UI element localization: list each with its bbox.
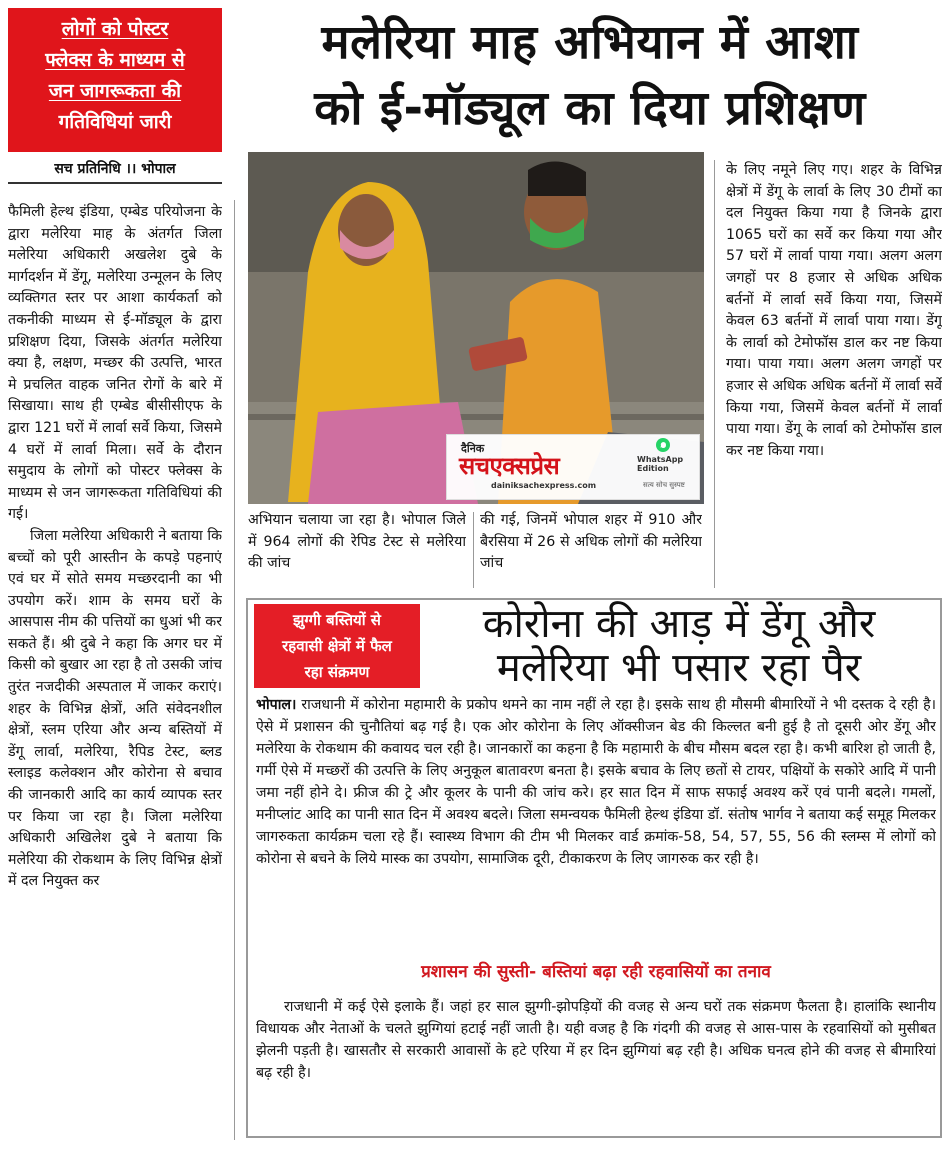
side-box-line-2: फ्लेक्स के माध्यम से <box>45 49 185 71</box>
story1-column-b: अभियान चलाया जा रहा है। भोपाल जिले में 964 लोगों की रेपिड टेस्ट से मलेरिया की जांच <box>248 512 466 572</box>
story2-dateline: भोपाल। <box>256 697 297 713</box>
story2-label <box>254 604 420 688</box>
story1-column-left <box>8 202 222 1148</box>
story2-subhead: प्रशासन की सुस्ती- बस्तियां बढ़ा रही रहवासियों का तनाव <box>421 962 771 982</box>
logo-url: dainiksachexpress.com <box>491 481 597 490</box>
whatsapp-icon <box>655 437 671 453</box>
story2-label-line-3: रहा संक्रमण <box>304 663 370 681</box>
story2-headline-line-1: कोरोना की आड़ में डेंगू और <box>482 601 876 647</box>
column-divider <box>473 512 474 588</box>
story2-body <box>256 694 936 954</box>
side-box-line-3: जन जागरूकता की <box>48 80 182 102</box>
story2-label-line-1: झुग्गी बस्तियों से <box>293 611 381 629</box>
story2-body-2: राजधानी में कई ऐसे इलाके हैं। जहां हर साल झुग्गी-झोपड़ियों की वजह से अन्य घरों तक संक्रमण फैलता है। हालांकि स्थानीय विधायक और नेताओं के चलते झुग्गियां हटाई नहीं जाती है। यही वजह है कि गंदगी की वजह से आस-पास के रहवासियों को मुसीबत झेलनी पड़ती है। खासतौर से सरकारी आवासों के हटे एरिया में हर दिन झुग्गियां बढ़ रही है। अधिक घनत्व होने की वजह से बीमारियां बढ़ रही है। <box>256 999 936 1081</box>
logo-name: सचएक्सप्रेस <box>459 452 560 480</box>
story2-headline-line-2: मलेरिया भी पसार रहा पैर <box>496 645 862 691</box>
headline-line-2: को ई-मॉड्यूल का दिया प्रशिक्षण <box>314 81 866 136</box>
story1-column-c: की गई, जिनमें भोपाल शहर में 910 और बैरसिया में 26 से अधिक लोगों की मलेरिया जांच <box>480 512 702 572</box>
main-headline <box>240 10 940 158</box>
column-divider <box>234 200 235 1140</box>
logo-edition: WhatsApp Edition <box>637 455 684 473</box>
side-box-line-1: लोगों को पोस्टर <box>61 18 169 40</box>
story1-paragraph-1: फैमिली हेल्थ इंडिया, एम्बेड परियोजना के द्वारा मलेरिया माह के अंतर्गत जिला मलेरिया अधिकारी अखलेश दुबे के मार्गदर्शन में डेंगू, मलेरिया उन्मूलन के लिए व्यक्तिगत स्तर पर आशा कार्यकर्ता को तकनीकी माध्यम से ई-मॉड्यूल के द्वारा प्रशिक्षण दिया, जिसके अंतर्गत मलेरिया क्या है, लक्षण, मच्छर की उत्पत्ति, भारत मे प्रचलित वाहक जनित रोगों के बारे में सिखाया। साथ ही एम्बेड बीसीसीएफ के द्वारा 121 घरों में लार्वा सर्वे किया, जिसमे 4 घरों में लार्वा मिला। सर्वे के दौरान समुदाय के लोगों को पोस्टर फ्लेक्स के माध्यम से जन जागरूकता गतिविधियां की गई। <box>8 204 222 523</box>
side-box-line-4: गतिविधियां जारी <box>58 111 172 133</box>
story2-headline <box>426 602 932 692</box>
logo-tagline: सत्य सोच सुस्पष्ट <box>643 481 685 489</box>
story2-body-text: राजधानी में कोरोना महामारी के प्रकोप थमने का नाम नहीं ले रहा है। इसके साथ ही मौसमी बीमारियों ने भी दस्तक दे रही है। ऐसे में प्रशासन की चुनौतियां बढ़ गई है। एक ओर कोरोना के लिए ऑक्सीजन बेड की किल्लत बनी हुई है तो दूसरी ओर डेंगू और मलेरिया के रोकथाम की कवायद चल रही है। जानकारों का कहना है कि महामारी के बीच मौसम बदल रहा है। कभी बारिश हो जाती है, गर्मी ऐसे में मच्छरों की उत्पत्ति के लिए अनुकूल बातावरण बनता है। इसके बचाव के लिए छतों से टायर, पक्षियों के सकोरे आदि में पानी जमा नहीं होने दे। फ्रीज की ट्रे और कूलर के पानी की जांच करे। हर सात दिन में साफ सफाई अवश्य करें एवं पानी बदले। गमलों, मनीप्लांट आदि का पानी सात दिन में अवश्य बदले। जिला समन्वयक फैमिली हेल्थ इंडिया डॉ. संतोष भार्गव ने बताया कई समूह मिलकर जागरुकता कार्यक्रम चला रहे हैं। स्वास्थ्य विभाग की टीम भी मिलकर वार्ड क्रमांक-58, 54, 57, 55, 56 की स्लम्स में लोगों को कोरोना से बचने के लिये मास्क का उपयोग, सामाजिक दूरी, टीकाकरण के लिए जागरुक कर रही है। <box>256 697 936 867</box>
brand-logo <box>446 434 700 500</box>
side-highlight-box <box>8 8 222 152</box>
headline-line-1: मलेरिया माह अभियान में आशा <box>321 15 859 70</box>
story1-paragraph-2: जिला मलेरिया अधिकारी ने बताया कि बच्चों को पूरी आस्तीन के कपड़े पहनाएं एवं घर में सोते समय मच्छरदानी का भी उपयोग करें। शाम के समय घरों के आसपास नीम की पत्तियों का धुआं भी कर सकते हैं। श्री दुबे ने कहा कि अगर घर में किसी को बुखार आ रहा है तो उसकी जांच तुरंत नजदीकी अस्पताल में जाकर कराएं। शहर के विभिन्न क्षेत्रों, अति संवेदनशील क्षेत्रों, स्लम एरिया और अन्य बस्तियों में डेंगू लार्वा, मलेरिया, रैपिड टेस्ट, ब्लड स्लाइड कलेक्शन और कोरोना से बचाव की जानकारी आदि का कार्य व्यापक स्तर पर किया जा रहा है। जिला मलेरिया अधिकारी अखिलेश दुबे ने बताया कि मलेरिया की रोकथाम के लिए विभिन्न क्षेत्रों में दल नियुक्त कर <box>8 527 222 890</box>
story2-label-line-2: रहवासी क्षेत्रों में फैल <box>282 637 392 655</box>
column-divider <box>714 160 715 588</box>
story1-column-right: के लिए नमूने लिए गए। शहर के विभिन्न क्षेत्रों में डेंगू के लार्वा के लिए 30 टीमों का दल नियुक्त किया गया है जिनके द्वारा 1065 घरों का सर्वे कर किया गया और 57 घरों में लार्वा पाया गया। अलग अलग जगहों पर 8 हजार से अधिक अधिक बर्तनों में लार्वा सर्वे किया गया, जिसमें केवल 63 बर्तनों में लार्वा पाया गया। डेंगू के लार्वा को टेमोफॉस डाल कर नष्ट किया गया। पाया गया। अलग अलग जगहों पर हजार से अधिक अधिक बर्तनों में लार्वा सर्वे किया गया, जिसमें केवल बर्तनों में लार्वा पाया गया। डेंगू के लार्वा को टेमोफॉस डाल कर नष्ट किया गया। <box>726 162 942 459</box>
byline: सच प्रतिनिधि ।। भोपाल <box>8 158 222 184</box>
logo-daily-label: दैनिक <box>461 442 485 455</box>
